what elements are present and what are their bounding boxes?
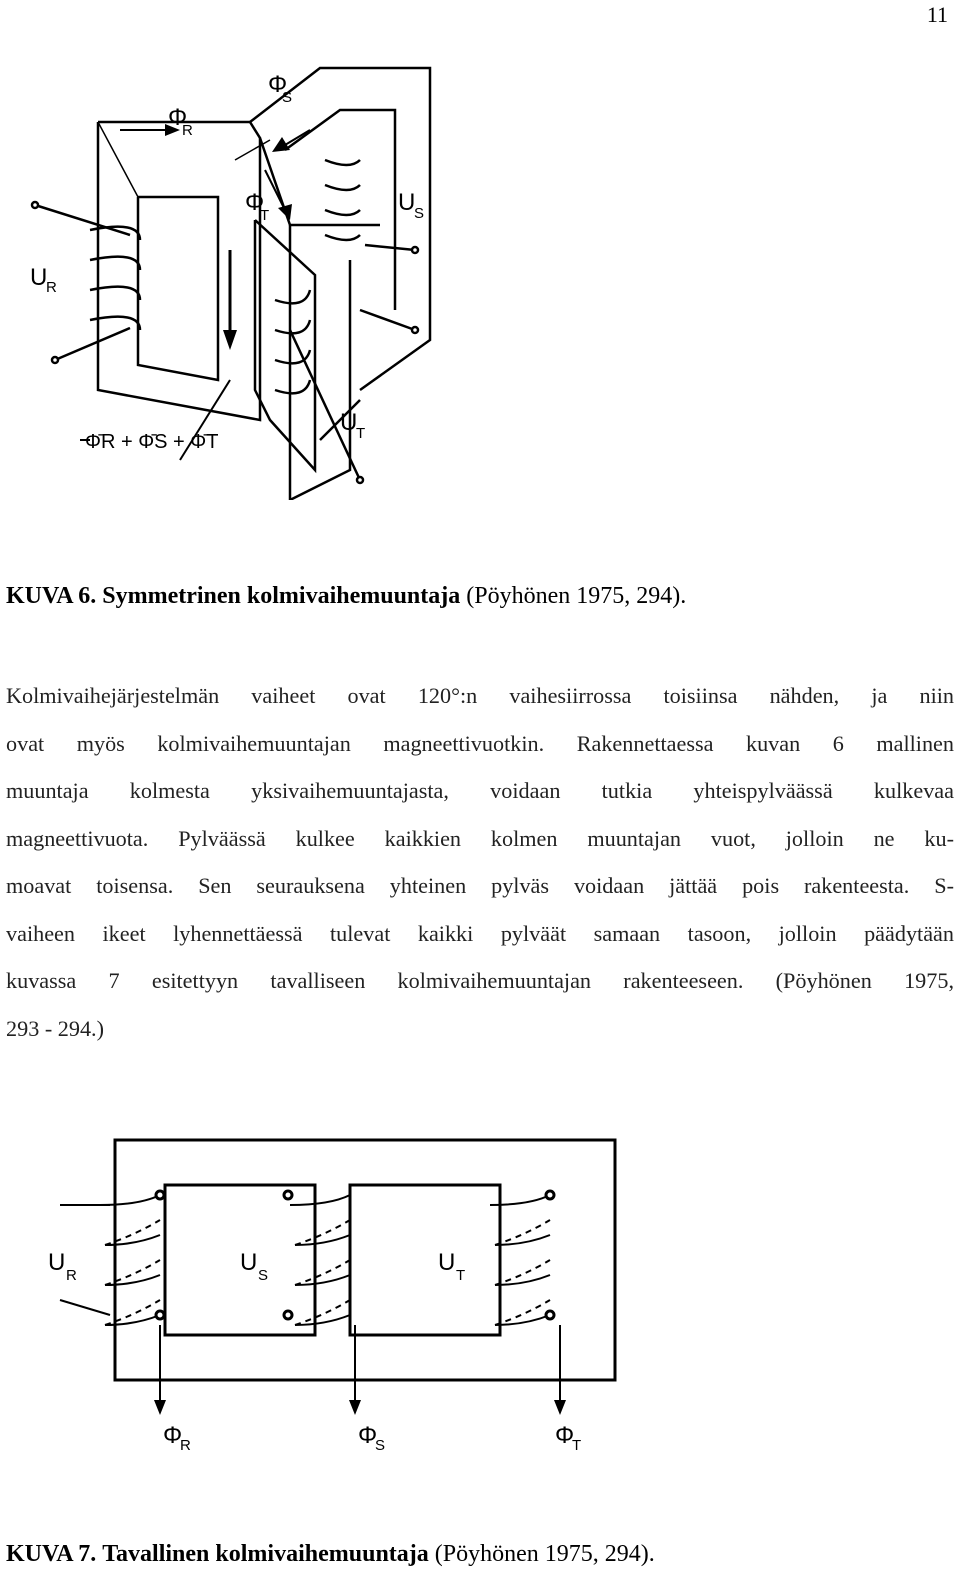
figure-6-diagram [20,60,480,500]
phi-r-label: Φ [168,104,188,131]
phi-r-label: Φ [163,1422,183,1449]
phi-s-label: Φ [358,1422,378,1449]
paragraph-line: moavat toisensa. Sen seurauksena yhteinen pylväs voidaan jättää pois rakenteesta. S- [6,873,954,898]
figure-7-caption-label: KUVA 7. [6,1541,97,1567]
t-winding [275,290,360,480]
phi-s-sub-label: S [375,1437,386,1454]
t-core-inner [255,220,315,470]
u-t-label: U [438,1249,456,1276]
phi-r-sub-label: R [180,1437,191,1454]
s-core-outer [250,68,430,390]
body-paragraph [6,672,954,1052]
s-winding [290,1195,350,1325]
figure-7-diagram [20,1125,640,1485]
u-s-label: U [398,189,416,216]
u-t-sub-label: T [456,1267,466,1284]
u-r-sub-label: R [66,1267,77,1284]
u-r-label: U [48,1249,66,1276]
paragraph-line: vaiheen ikeet lyhennettäessä tulevat kaikki pylväät samaan tasoon, jolloin päädytään [6,920,954,946]
figure-6-caption-source: (Pöyhönen 1975, 294). [466,583,687,609]
phi-t-label: Φ [555,1422,575,1449]
flux-sum-label: Φ̄R + Φ̄S + Φ̄T [85,431,219,453]
u-t-sub-label: T [356,425,366,442]
phi-s-sub-label: S [282,89,293,106]
u-t-label: U [340,409,358,436]
paragraph-line: muuntaja kolmesta yksivaihemuuntajasta, voidaan tutkia yhteispylväässä kulkevaa [6,778,954,803]
phi-t-sub-label: T [572,1437,582,1454]
paragraph-line: kuvassa 7 esitettyyn tavalliseen kolmivaihemuuntajan rakenteeseen. (Pöyhönen 1975, [6,968,954,993]
paragraph-line: magneettivuota. Pylväässä kulkee kaikkien kolmen muuntajan vuot, jolloin ne ku- [6,825,954,851]
r-winding [60,1195,160,1325]
r-core-inner [138,197,218,380]
phi-s-label: Φ [268,71,288,98]
page-number: 11 [926,2,948,27]
phi-t-label: Φ [245,189,265,216]
phi-r-sub-label: R [182,122,193,139]
figure-6-caption-title: Symmetrinen kolmivaihemuuntaja [102,583,461,609]
core-window-right [350,1185,500,1335]
figure-7-caption [6,1541,655,1568]
s-winding [325,160,415,330]
s-core-inner [285,110,395,310]
paragraph-line: Kolmivaihejärjestelmän vaiheet ovat 120°:n vaihesiirrossa toisiinsa nähden, ja niin [6,683,954,708]
phi-t-sub-label: T [260,207,270,224]
paragraph-line: 293 - 294.) [6,1015,104,1041]
paragraph-line: ovat myös kolmivaihemuuntajan magneettivuotkin. Rakennettaessa kuvan 6 mallinen [6,730,954,756]
u-r-sub-label: R [46,279,57,296]
figure-7-caption-title: Tavallinen kolmivaihemuuntaja [102,1541,429,1567]
figure-6-caption [6,583,686,610]
figure-6-caption-label: KUVA 6. [6,583,97,609]
u-s-label: U [240,1249,258,1276]
u-s-sub-label: S [258,1267,269,1284]
figure-7-caption-source: (Pöyhönen 1975, 294). [434,1541,655,1567]
u-r-label: U [30,264,48,291]
core-outer [115,1140,615,1380]
u-s-sub-label: S [414,205,425,222]
